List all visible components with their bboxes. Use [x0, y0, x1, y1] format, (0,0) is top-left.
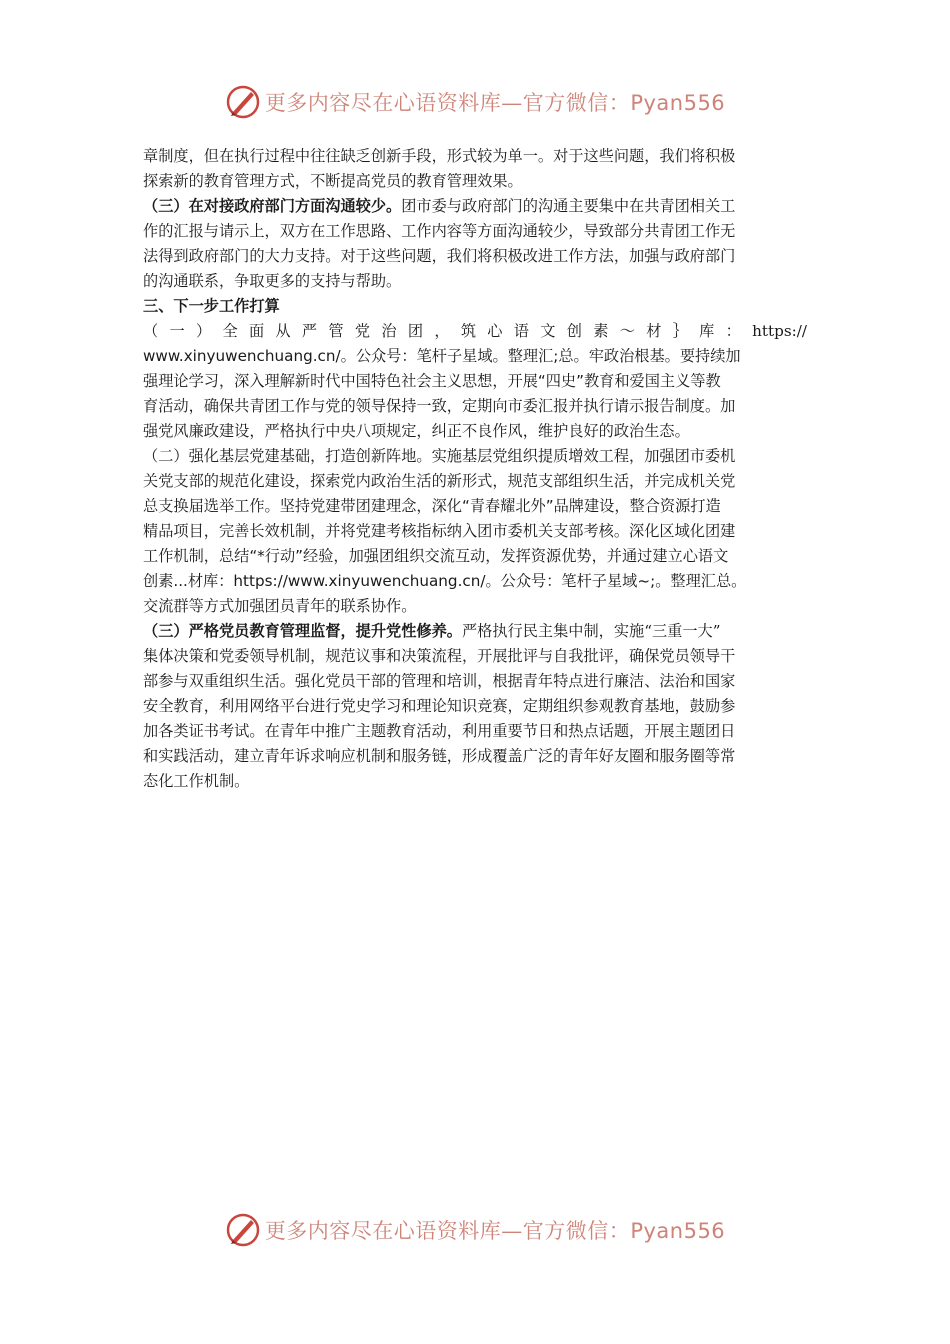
paragraph-line: 章制度，但在执行过程中往往缺乏创新手段，形式较为单一。对于这些问题，我们将积极 [143, 147, 736, 165]
paragraph-line: 安全教育，利用网络平台进行党史学习和理论知识竞赛，定期组织参观教育基地，鼓励参 [143, 697, 736, 715]
paragraph-line: 强党风廉政建设，严格执行中央八项规定，纠正不良作风，维护良好的政治生态。 [143, 422, 690, 440]
section3-paragraph: （三）在对接政府部门方面沟通较少。团市委与政府部门的沟通主要集中在共青团相关工 [143, 197, 736, 215]
item1-title-char: ） [195, 322, 212, 340]
item3-label: （三）严格党员教育管理监督，提升党性修养。 [143, 622, 462, 640]
paragraph-line: 创素...材库：https://www.xinyuwenchuang.cn/。公众号：笔杆子星域~;。整理汇总。 [143, 572, 747, 590]
item1-title-char: 全 [222, 322, 238, 340]
section3-label: （三）在对接政府部门方面沟通较少。 [143, 197, 402, 215]
item1-title-char: 党 [354, 322, 371, 340]
item1-title-char: 治 [381, 322, 397, 340]
paragraph-line: 探索新的教育管理方式，不断提高党员的教育管理效果。 [143, 172, 523, 190]
item1-title-char: https:// [752, 322, 807, 340]
paragraph-line: 集体决策和党委领导机制，规范议事和决策流程，开展批评与自我批评，确保党员领导干 [143, 647, 736, 665]
item1-title-char: ， [434, 322, 450, 340]
pen-logo-icon [225, 84, 261, 120]
item1-title-char: 库 [699, 322, 715, 340]
item1-title-char: 文 [540, 322, 556, 340]
item1-title-char: 团 [407, 322, 424, 340]
paragraph-line: 和实践活动，建立青年诉求响应机制和服务链，形成覆盖广泛的青年好友圈和服务圈等常 [143, 747, 736, 765]
paragraph-line: 育活动，确保共青团工作与党的领导保持一致，定期向市委汇报并执行请示报告制度。加 [143, 397, 736, 415]
footer-banner [0, 1210, 950, 1250]
pen-logo-icon [225, 1212, 261, 1248]
item1-title-char: 素 [593, 322, 609, 340]
paragraph-line: 加各类证书考试。在青年中推广主题教育活动，利用重要节日和热点话题，开展主题团日 [143, 722, 736, 740]
item1-title-char: 语 [513, 322, 529, 340]
banner-text: 更多内容尽在心语资料库—官方微信：Pyan556 [264, 1219, 726, 1243]
document-body [143, 144, 807, 794]
item1-title-char: 创 [566, 322, 582, 340]
paragraph-line: 总支换届选举工作。坚持党建带团建理念，深化“青春耀北外”品牌建设，整合资源打造 [143, 497, 721, 515]
item1-title-char: 严 [301, 322, 318, 340]
header-banner [0, 82, 950, 122]
item1-title-char: ｝ [672, 322, 688, 340]
item1-title-char: 从 [275, 322, 291, 340]
paragraph-line: 态化工作机制。 [143, 772, 250, 790]
item1-title-char: 筑 [460, 322, 476, 340]
item3-paragraph: （三）严格党员教育管理监督，提升党性修养。严格执行民主集中制，实施“三重一大” [143, 622, 721, 640]
paragraph-line: 法得到政府部门的大力支持。对于这些问题，我们将积极改进工作方法，加强与政府部门 [143, 247, 736, 265]
paragraph-line: 精品项目，完善长效机制，并将党建考核指标纳入团市委机关支部考核。深化区域化团建 [143, 522, 736, 540]
paragraph-line: 部参与双重组织生活。强化党员干部的管理和培训，根据青年特点进行廉洁、法治和国家 [143, 672, 736, 690]
item1-title-char: ～ [619, 322, 635, 340]
wechat-id: Pyan556 [630, 91, 726, 115]
paragraph-line: 工作机制，总结“*行动”经验，加强团组织交流互动，发挥资源优势，并通过建立心语文 [143, 547, 729, 565]
paragraph-line: 强理论学习，深入理解新时代中国特色社会主义思想，开展“四史”教育和爱国主义等教 [143, 372, 721, 390]
item1-title-line [143, 319, 807, 344]
item1-title-char: （ [143, 322, 159, 340]
item1-title-char: 面 [248, 322, 265, 340]
paragraph-line: 的沟通联系，争取更多的支持与帮助。 [143, 272, 402, 290]
paragraph-line: 关党支部的规范化建设，探索党内政治生活的新形式，规范支部组织生活，并完成机关党 [143, 472, 736, 490]
banner-text: 更多内容尽在心语资料库—官方微信：Pyan556 [264, 91, 726, 115]
section-heading-next-steps: 三、下一步工作打算 [143, 297, 280, 315]
paragraph-line: www.xinyuwenchuang.cn/。公众号：笔杆子星域。整理汇;总。牢政治根基。要持续加 [143, 347, 741, 365]
paragraph-line: 交流群等方式加强团员青年的联系协作。 [143, 597, 417, 615]
item1-title-char: ： [725, 322, 741, 340]
item1-title-char: 管 [328, 322, 344, 340]
paragraph-line: （二）强化基层党建基础，打造创新阵地。实施基层党组织提质增效工程，加强团市委机 [143, 447, 736, 465]
item1-title-char: 一 [169, 322, 185, 340]
wechat-id: Pyan556 [630, 1219, 726, 1243]
paragraph-line: 作的汇报与请示上，双方在工作思路、工作内容等方面沟通较少，导致部分共青团工作无 [143, 222, 736, 240]
item1-title-char: 材 [646, 322, 662, 340]
item1-title-char: 心 [487, 322, 503, 340]
